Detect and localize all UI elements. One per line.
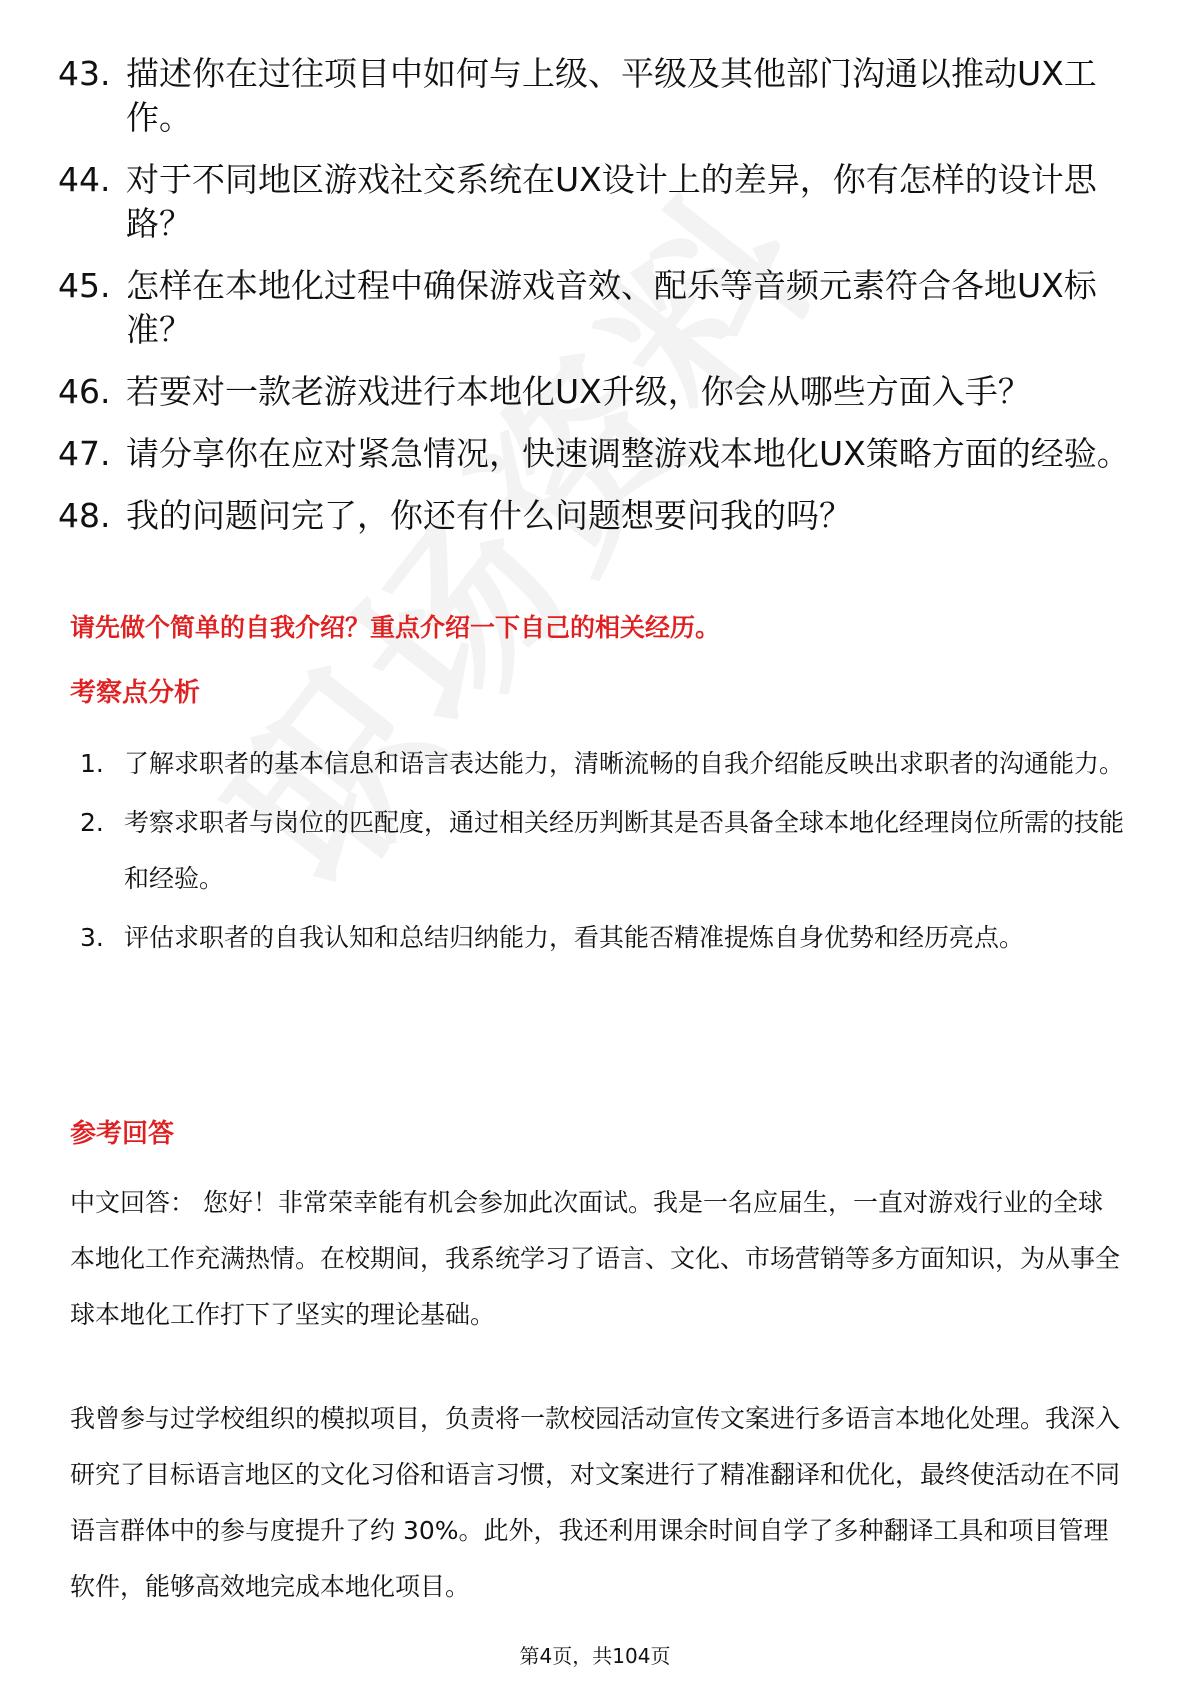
question-number: 48. — [58, 496, 111, 535]
answer-heading: 参考回答 — [70, 1119, 175, 1149]
question-item — [58, 432, 1138, 476]
answer-paragraph: 中文回答： 您好！非常荣幸能有机会参加此次面试。我是一名应届生，一直对游戏行业的全球本地化工作充满热情。在校期间，我系统学习了语言、文化、市场营销等多方面知识，为从事全球本地化工作打下了坚实的理论基础。 — [70, 1188, 1121, 1329]
question-text: 怎样在本地化过程中确保游戏音效、配乐等音频元素符合各地UX标准？ — [126, 266, 1097, 349]
analysis-heading: 考察点分析 — [70, 678, 201, 708]
question-number: 43. — [58, 54, 111, 93]
analysis-text: 了解求职者的基本信息和语言表达能力，清晰流畅的自我介绍能反映出求职者的沟通能力。 — [124, 749, 1125, 778]
question-number: 44. — [58, 160, 111, 199]
interview-question-title: 请先做个简单的自我介绍？重点介绍一下自己的相关经历。 — [70, 613, 721, 642]
question-text: 请分享你在应对紧急情况，快速调整游戏本地化UX策略方面的经验。 — [126, 434, 1130, 473]
analysis-item — [80, 910, 1130, 966]
question-text: 我的问题问完了，你还有什么问题想要问我的吗？ — [126, 496, 852, 535]
question-item — [58, 52, 1138, 140]
question-number: 47. — [58, 434, 111, 473]
analysis-number: 2. — [80, 808, 104, 837]
question-number: 46. — [58, 372, 111, 411]
question-text: 对于不同地区游戏社交系统在UX设计上的差异，你有怎样的设计思路？ — [126, 160, 1097, 243]
question-list — [58, 52, 1138, 556]
question-text: 描述你在过往项目中如何与上级、平级及其他部门沟通以推动UX工作。 — [126, 54, 1097, 137]
analysis-item — [80, 795, 1130, 907]
question-item — [58, 264, 1138, 352]
analysis-number: 3. — [80, 923, 104, 952]
analysis-text: 评估求职者的自我认知和总结归纳能力，看其能否精准提炼自身优势和经历亮点。 — [124, 923, 1025, 952]
question-item — [58, 494, 1138, 538]
analysis-list — [80, 736, 1130, 969]
question-number: 45. — [58, 266, 111, 305]
question-item — [58, 158, 1138, 246]
question-text: 若要对一款老游戏进行本地化UX升级，你会从哪些方面入手？ — [126, 372, 1031, 411]
question-item — [58, 370, 1138, 414]
analysis-number: 1. — [80, 749, 104, 778]
analysis-item — [80, 736, 1130, 792]
analysis-text: 考察求职者与岗位的匹配度，通过相关经历判断其是否具备全球本地化经理岗位所需的技能和经验。 — [124, 808, 1125, 893]
answer-paragraph: 我曾参与过学校组织的模拟项目，负责将一款校园活动宣传文案进行多语言本地化处理。我深入研究了目标语言地区的文化习俗和语言习惯，对文案进行了精准翻译和优化，最终使活动在不同语言群体中的参与度提升了约 30%。此外，我还利用课余时间自学了多种翻译工具和项目管理软件，能够高效地完成本地化项目。 — [70, 1404, 1121, 1601]
page-footer: 第4页，共104页 — [519, 1644, 671, 1668]
